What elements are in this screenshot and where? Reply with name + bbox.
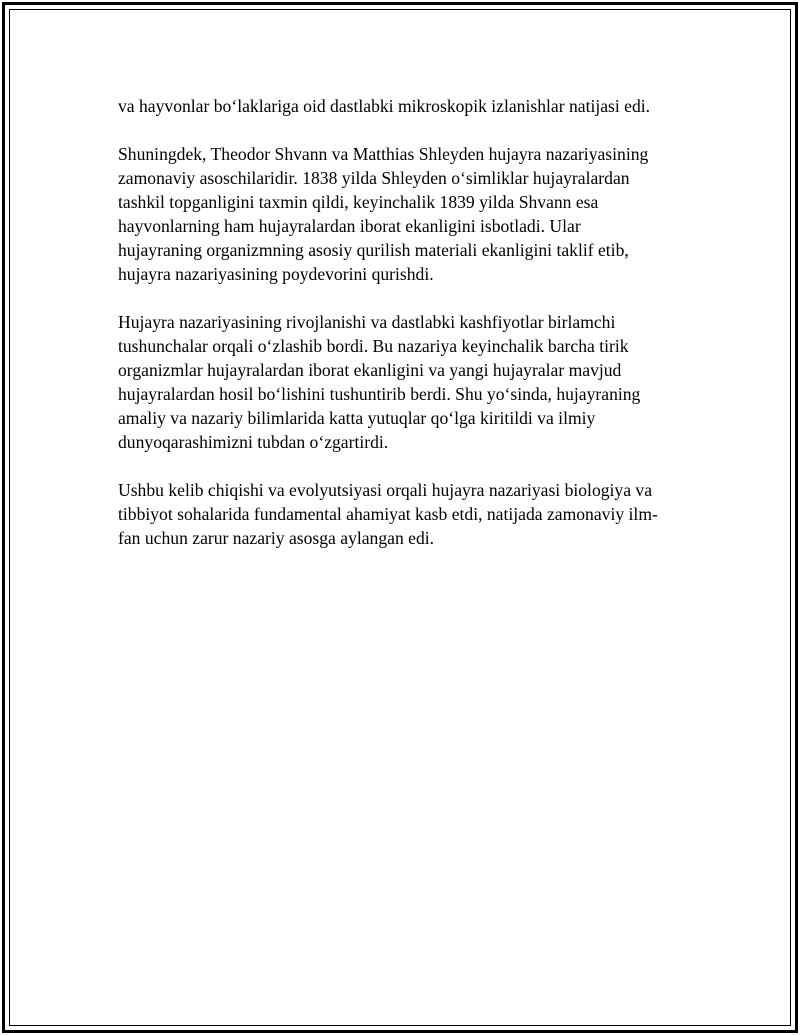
text-line: Shuningdek, Theodor Shvann va Matthias Shleyden hujayra nazariyasining: [118, 144, 649, 164]
text-line: Hujayra nazariyasining rivojlanishi va dastlabki kashfiyotlar birlamchi: [118, 312, 616, 332]
text-line: tibbiyot sohalarida fundamental ahamiyat kasb etdi, natijada zamonaviy ilm-: [118, 504, 658, 524]
text-line: Ushbu kelib chiqishi va evolyutsiyasi orqali hujayra nazariyasi biologiya va: [118, 480, 653, 500]
text-line: tashkil topganligini taxmin qildi, keyinchalik 1839 yilda Shvann esa: [118, 192, 599, 212]
text-line: hayvonlarning ham hujayralardan iborat ekanligini isbotladi. Ular: [118, 216, 581, 236]
document-body: [118, 94, 688, 574]
text-line: hujayraning organizmning asosiy qurilish materiali ekanligini taklif etib,: [118, 240, 629, 260]
paragraph-2: [118, 142, 688, 286]
text-line: tushunchalar orqali o‘zlashib bordi. Bu nazariya keyinchalik barcha tirik: [118, 336, 629, 356]
text-line: va hayvonlar bo‘laklariga oid dastlabki mikroskopik izlanishlar natijasi edi.: [118, 96, 651, 116]
text-line: organizmlar hujayralardan iborat ekanligini va yangi hujayralar mavjud: [118, 360, 622, 380]
text-line: hujayra nazariyasining poydevorini qurishdi.: [118, 264, 434, 284]
text-line: amaliy va nazariy bilimlarida katta yutuqlar qo‘lga kiritildi va ilmiy: [118, 408, 596, 428]
text-line: zamonaviy asoschilaridir. 1838 yilda Shleyden o‘simliklar hujayralardan: [118, 168, 630, 188]
text-line: dunyoqarashimizni tubdan o‘zgartirdi.: [118, 432, 389, 452]
paragraph-3: [118, 310, 688, 454]
paragraph-1: [118, 94, 688, 118]
text-line: hujayralardan hosil bo‘lishini tushuntirib berdi. Shu yo‘sinda, hujayraning: [118, 384, 641, 404]
paragraph-4: [118, 478, 688, 550]
text-line: fan uchun zarur nazariy asosga aylangan edi.: [118, 528, 435, 548]
